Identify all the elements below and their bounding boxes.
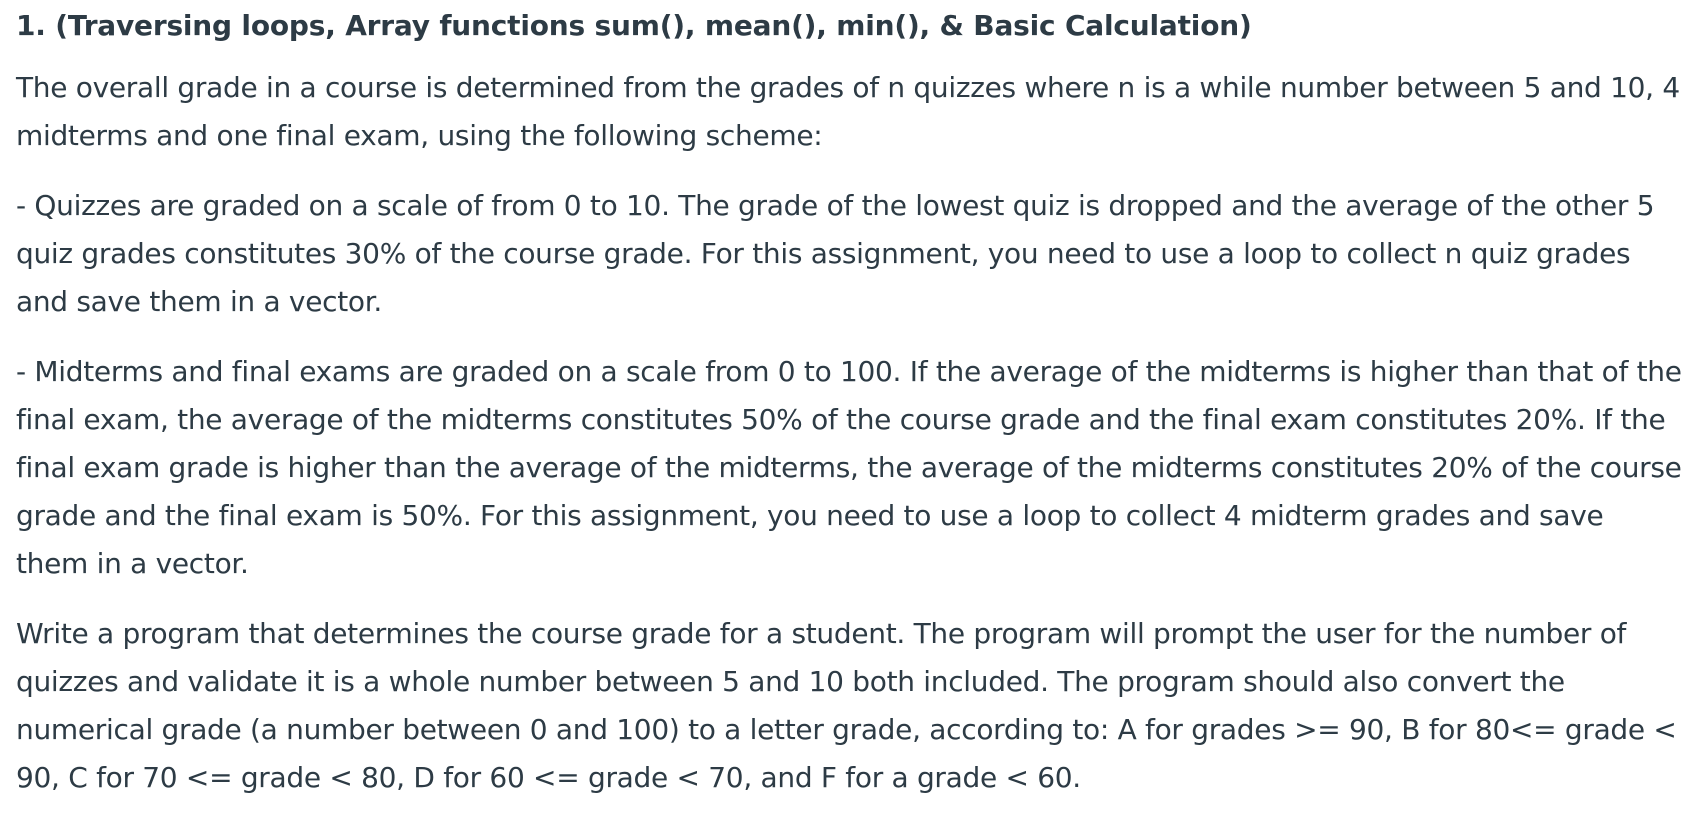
question-title: 1. (Traversing loops, Array functions sum(), mean(), min(), & Basic Calculation)	[16, 9, 1252, 42]
intro-paragraph: The overall grade in a course is determined from the grades of n quizzes where n is a while number between 5 and 10, 4 midterms and one final exam, using the following scheme:	[16, 71, 1680, 152]
midterms-paragraph: - Midterms and final exams are graded on a scale from 0 to 100. If the average of the midterms is higher than that of the final exam, the average of the midterms constitutes 50% of the course grade and the final exam constitutes 20%. If the final exam grade is higher than the average of the midterms, the average of the midterms constitutes 20% of the course grade and the final exam is 50%. For this assignment, you need to use a loop to collect 4 midterm grades and save them in a vector.	[16, 355, 1682, 580]
quizzes-paragraph: - Quizzes are graded on a scale of from 0 to 10. The grade of the lowest quiz is dropped and the average of the other 5 quiz grades constitutes 30% of the course grade. For this assignment, you need to use a loop to collect n quiz grades and save them in a vector.	[16, 189, 1655, 318]
program-paragraph: Write a program that determines the course grade for a student. The program will prompt the user for the number of quizzes and validate it is a whole number between 5 and 10 both included. The program should also convert the numerical grade (a number between 0 and 100) to a letter grade, according to: A for grades >= 90, B for 80<= grade < 90, C for 70 <= grade < 80, D for 60 <= grade < 70, and F for a grade < 60.	[16, 617, 1677, 794]
